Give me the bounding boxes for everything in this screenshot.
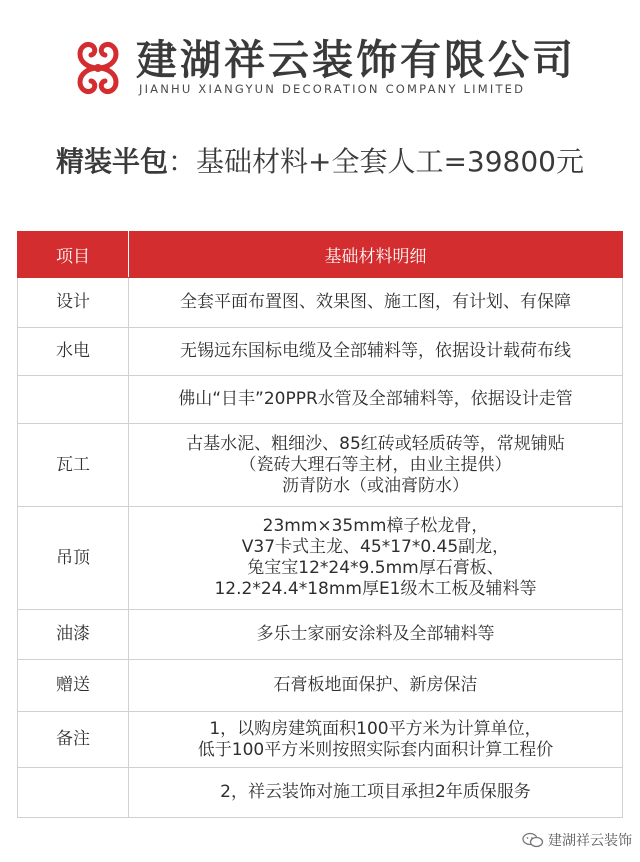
table-row xyxy=(18,768,623,818)
watermark-text: 建湖祥云装饰 xyxy=(548,833,632,849)
detail-line: 23mm×35mm樟子松龙骨， xyxy=(262,516,489,536)
wechat-watermark xyxy=(522,830,632,850)
column-header-item: 项目 xyxy=(18,232,129,278)
detail-line: 石膏板地面保护、新房保洁 xyxy=(273,675,478,695)
detail-line: 古基水泥、粗细沙、85红砖或轻质砖等，常规铺贴 xyxy=(186,433,565,454)
table-header-row xyxy=(18,232,623,278)
row-category xyxy=(18,768,129,818)
brand-name-cn: 建湖祥云装饰有限公司 xyxy=(136,36,576,84)
table-row xyxy=(18,424,623,507)
row-category: 吊顶 xyxy=(18,507,129,610)
brand-name-en: JIANHU XIANGYUN DECORATION COMPANY LIMITED xyxy=(139,82,526,96)
row-category: 水电 xyxy=(18,328,129,376)
row-category: 设计 xyxy=(18,278,129,328)
page-header xyxy=(0,0,640,110)
wechat-icon xyxy=(522,832,544,848)
row-category: 赠送 xyxy=(18,660,129,712)
materials-table xyxy=(17,231,623,818)
row-detail xyxy=(129,507,623,610)
detail-line: （瓷砖大理石等主材，由业主提供） xyxy=(239,454,512,475)
row-detail xyxy=(129,376,623,424)
row-detail xyxy=(129,278,623,328)
detail-line: 沥青防水（或油膏防水） xyxy=(282,475,469,496)
table-row xyxy=(18,610,623,660)
row-category xyxy=(18,376,129,424)
row-detail xyxy=(129,712,623,768)
row-detail xyxy=(129,768,623,818)
detail-line: 佛山“日丰”20PPR水管及全部辅料等，依据设计走管 xyxy=(178,389,573,409)
detail-line: V37卡式主龙、45*17*0.45副龙， xyxy=(241,537,510,557)
row-detail xyxy=(129,424,623,507)
detail-line: 无锡远东国标电缆及全部辅料等，依据设计载荷布线 xyxy=(180,341,571,361)
company-logo-icon xyxy=(66,38,130,98)
package-headline xyxy=(0,140,640,184)
row-detail xyxy=(129,660,623,712)
package-name: 精装半包 xyxy=(55,145,168,178)
row-category: 油漆 xyxy=(18,610,129,660)
table-row xyxy=(18,660,623,712)
table-row xyxy=(18,328,623,376)
row-detail xyxy=(129,610,623,660)
table-row xyxy=(18,278,623,328)
row-category: 备注 xyxy=(18,712,129,768)
package-price-text: ：基础材料+全套人工=39800元 xyxy=(168,145,584,178)
table-row xyxy=(18,376,623,424)
row-category: 瓦工 xyxy=(18,424,129,507)
detail-line: 低于100平方米则按照实际套内面积计算工程价 xyxy=(197,739,554,760)
detail-line: 12.2*24.4*18mm厚E1级木工板及辅料等 xyxy=(214,579,537,599)
table-row xyxy=(18,507,623,610)
detail-line: 全套平面布置图、效果图、施工图，有计划、有保障 xyxy=(180,292,571,312)
materials-table-wrap xyxy=(17,231,623,818)
column-header-details: 基础材料明细 xyxy=(129,232,623,278)
detail-line: 兔宝宝12*24*9.5mm厚石膏板、 xyxy=(247,558,504,578)
table-row xyxy=(18,712,623,768)
detail-line: 多乐士家丽安涂料及全部辅料等 xyxy=(256,624,495,644)
row-detail xyxy=(129,328,623,376)
detail-line: 1，以购房建筑面积100平方米为计算单位， xyxy=(209,718,542,739)
detail-line: 2，祥云装饰对施工项目承担2年质保服务 xyxy=(220,782,531,802)
